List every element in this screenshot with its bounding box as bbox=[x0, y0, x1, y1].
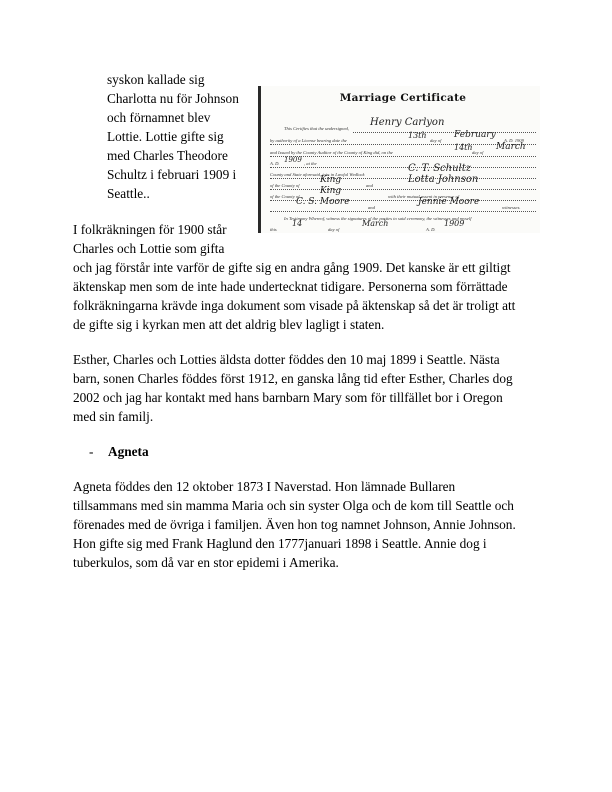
certificate-officiant: Henry Carlyon bbox=[370, 117, 445, 128]
certificate-print: A. D. bbox=[270, 161, 280, 166]
certificate-bride: Lotta Johnson bbox=[408, 174, 479, 185]
certificate-print: In Testimony Whereof, witness the signatures of the parties to said ceremony, the witnesses and myself bbox=[284, 216, 472, 221]
certificate-print: County and State aforesaid, join in Lawful Wedlock bbox=[270, 172, 365, 177]
certificate-print: of the County of bbox=[270, 194, 300, 199]
certificate-rule bbox=[270, 156, 536, 157]
list-bullet: - bbox=[89, 444, 94, 459]
certificate-rule bbox=[270, 167, 536, 168]
certificate-issued-day: 14th bbox=[454, 143, 473, 152]
certificate-sign-day: 14 bbox=[292, 219, 303, 228]
text-line: med Charles Theodore bbox=[107, 148, 228, 163]
certificate-print: and Issued by the County Auditor of the County of King did, on the bbox=[270, 150, 393, 155]
text-line: med sin familj. bbox=[73, 409, 154, 424]
certificate-print: of the County of bbox=[270, 183, 300, 188]
certificate-sign-year: 1909 bbox=[444, 219, 465, 228]
certificate-print: A. D. 1909 bbox=[504, 138, 524, 143]
text-line: 2002 och jag har kontakt med hans barnbarn Mary som för tillfället bor i Oregon bbox=[73, 390, 503, 405]
text-line: Agneta föddes den 12 oktober 1873 I Naverstad. Hon lämnade Bullaren bbox=[73, 479, 456, 494]
text-line: och förnamnet blev bbox=[107, 110, 211, 125]
text-line: tuberkulos, som då var en stor epidemi i Amerika. bbox=[73, 555, 339, 570]
certificate-print: day of bbox=[430, 138, 442, 143]
marriage-certificate-image bbox=[258, 86, 540, 233]
text-line: äktenskap men som de inte hade undertecknat tidigare. Personerna som förrättade bbox=[73, 279, 508, 294]
section-heading: Agneta bbox=[108, 444, 149, 459]
certificate-witness-1: C. S. Moore bbox=[296, 197, 350, 207]
text-line: de gifte sig i kyrkan men att det aldrig blev lagligt i staten. bbox=[73, 317, 385, 332]
certificate-print: day of bbox=[328, 227, 340, 232]
certificate-title: Marriage Certificate bbox=[339, 92, 467, 104]
certificate-print: with their mutual assent in presence of bbox=[388, 194, 460, 199]
certificate-print: witnesses. bbox=[502, 205, 521, 210]
text-line: barn, sonen Charles föddes först 1912, en ganska lång tid efter Esther, Charles dog bbox=[73, 371, 513, 386]
certificate-issued-month: March bbox=[496, 142, 526, 152]
text-line: Esther, Charles och Lotties äldsta dotter föddes den 10 maj 1899 i Seattle. Nästa bbox=[73, 352, 500, 367]
text-line: och jag förstår inte varför de gifte sig en andra gång 1909. Det kanske är ett giltigt bbox=[73, 260, 511, 275]
certificate-witness-2: Jennie Moore bbox=[418, 197, 480, 207]
certificate-rule bbox=[270, 211, 536, 212]
certificate-license-day: 13th bbox=[408, 131, 427, 140]
certificate-license-month: February bbox=[454, 130, 496, 140]
text-line: Schultz i februari 1909 i bbox=[107, 167, 237, 182]
certificate-print: by authority of a License bearing date the bbox=[270, 138, 347, 143]
certificate-print: and bbox=[366, 183, 373, 188]
certificate-year: 1909 bbox=[284, 156, 302, 164]
certificate-print: , at the bbox=[304, 161, 317, 166]
text-line: Seattle.. bbox=[107, 186, 150, 201]
certificate-print: day of bbox=[472, 150, 484, 155]
certificate-print: and bbox=[368, 205, 375, 210]
certificate-print: A. D. bbox=[426, 227, 436, 232]
text-line: folkräkningarna krävde inga dokument som visade på äktenskap så det är troligt att bbox=[73, 298, 516, 313]
text-line: syskon kallade sig bbox=[107, 72, 205, 87]
certificate-print: this bbox=[270, 227, 277, 232]
certificate-groom: C. T. Schultz bbox=[408, 163, 472, 174]
text-line: Lottie. Lottie gifte sig bbox=[107, 129, 224, 144]
text-line: Charlotta nu för Johnson bbox=[107, 91, 239, 106]
certificate-bride-county: King bbox=[320, 186, 342, 196]
certificate-rule bbox=[270, 189, 536, 190]
certificate-groom-county: King bbox=[320, 175, 342, 185]
text-line: tillsammans med sin mamma Maria och sin syster Olga och de kom till Seattle och bbox=[73, 498, 514, 513]
text-line: Hon gifte sig med Frank Haglund den 1777januari 1898 i Seattle. Annie dog i bbox=[73, 536, 487, 551]
certificate-print: This Certifies that the undersigned, bbox=[284, 126, 349, 131]
certificate-edge bbox=[258, 86, 261, 233]
certificate-rule bbox=[270, 178, 536, 179]
text-line: I folkräkningen för 1900 står bbox=[73, 222, 227, 237]
text-line: Charles och Lottie som gifta bbox=[73, 241, 225, 256]
certificate-sign-month: March bbox=[362, 219, 389, 228]
text-line: förenades med de övriga i familjen. Även hon tog namnet Johnson, Annie Johnson. bbox=[73, 517, 516, 532]
certificate-rule bbox=[353, 132, 536, 133]
